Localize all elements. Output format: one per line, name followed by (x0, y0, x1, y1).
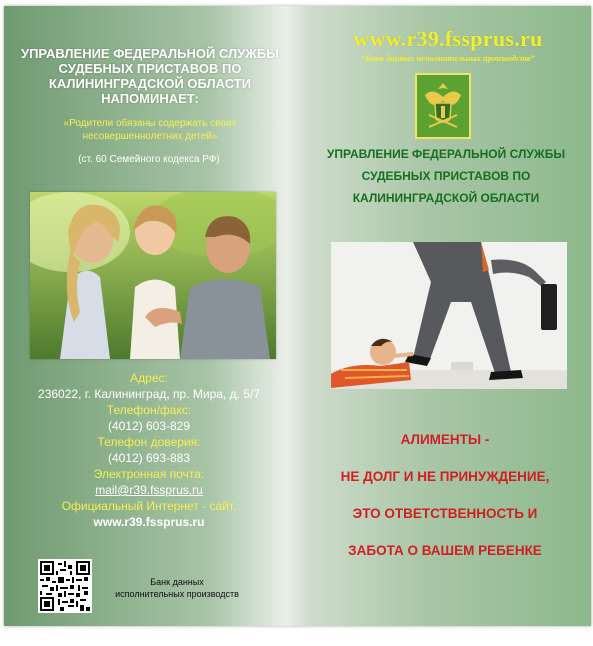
qr-code-icon (38, 559, 92, 613)
email-link[interactable]: mail@r39.fssprus.ru (95, 483, 203, 497)
law-article: (ст. 60 Семейного кодекса РФ) (78, 154, 220, 165)
address-value: 236022, г. Калининград, пр. Мира, д. 5/7 (38, 387, 260, 401)
website-link[interactable]: www.r39.fssprus.ru (93, 515, 205, 529)
right-header-line: УПРАВЛЕНИЕ ФЕДЕРАЛЬНОЙ СЛУЖБЫ (326, 147, 566, 161)
law-quote: «Родители обязаны содержать своих несовершеннолетних детей» (63, 118, 237, 142)
hotline-label: Телефон доверия: (97, 435, 201, 449)
hotline-value: (4012) 693-883 (107, 451, 191, 465)
address-label: Адрес: (130, 371, 168, 385)
brochure-sheet (4, 6, 591, 626)
site-subtitle: “Банк данных исполнительных производств” (361, 53, 535, 63)
email-label: Электронная почта: (93, 467, 205, 481)
family-photo (30, 192, 276, 359)
slogan-line: ЗАБОТА О ВАШЕМ РЕБЕНКЕ (348, 543, 542, 558)
right-header (306, 143, 586, 209)
bank-note-line: исполнительных производств (115, 589, 239, 599)
family-photo-image (30, 192, 276, 359)
left-panel (4, 6, 294, 626)
slogan (302, 431, 588, 579)
contacts-block (4, 370, 294, 530)
right-header-line: СУДЕБНЫХ ПРИСТАВОВ ПО (361, 169, 531, 183)
slogan-line: ЭТО ОТВЕТСТВЕННОСТЬ И (352, 506, 538, 521)
right-header-line: КАЛИНИНГРАДСКОЙ ОБЛАСТИ (352, 191, 540, 205)
child-leg-photo (331, 242, 567, 389)
bank-note-line: Банк данных (150, 577, 204, 587)
left-header-line: КАЛИНИНГРАДСКОЙ ОБЛАСТИ (48, 76, 252, 91)
left-header-line: СУДЕБНЫХ ПРИСТАВОВ ПО (58, 61, 242, 76)
website-label: Официальный Интернет - сайт, (61, 499, 237, 513)
fssp-emblem-icon (415, 73, 471, 139)
left-header-line: УПРАВЛЕНИЕ ФЕДЕРАЛЬНОЙ СЛУЖБЫ (20, 46, 279, 61)
right-panel (298, 6, 591, 626)
slogan-line: АЛИМЕНТЫ - (400, 432, 490, 447)
slogan-line: НЕ ДОЛГ И НЕ ПРИНУЖДЕНИЕ, (340, 469, 550, 484)
phone-label: Телефон/факс: (106, 403, 192, 417)
phone-value: (4012) 603-829 (107, 419, 191, 433)
left-header (10, 46, 290, 106)
left-header-line: НАПОМИНАЕТ: (101, 91, 199, 106)
site-url[interactable]: www.r39.fssprus.ru (353, 26, 543, 51)
bank-note (92, 576, 262, 600)
